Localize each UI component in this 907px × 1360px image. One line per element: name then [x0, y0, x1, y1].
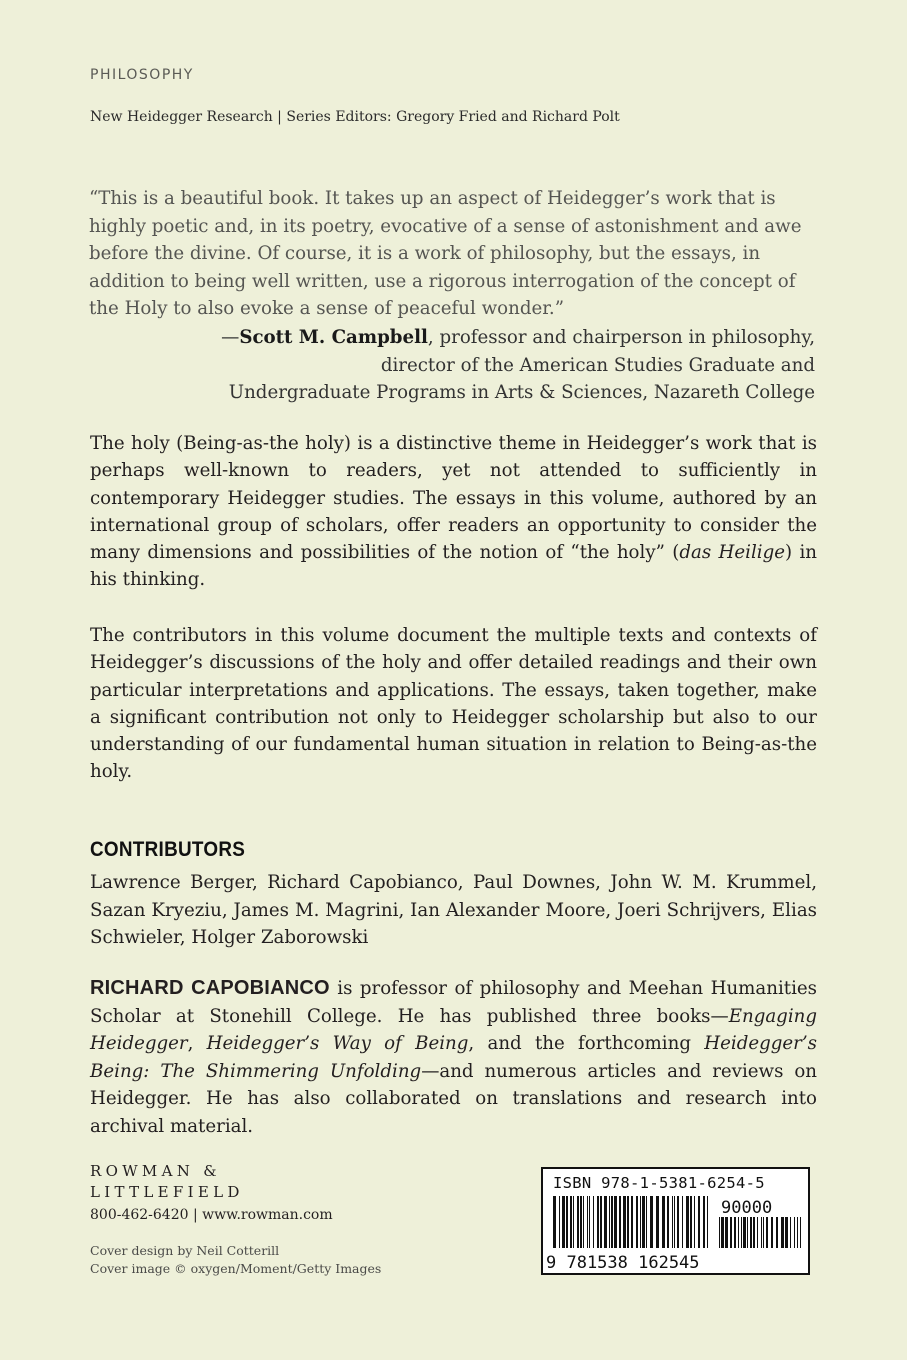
bio-text-3: , and the forthcoming: [468, 1033, 705, 1055]
attrib-dash: —: [221, 327, 240, 348]
barcode-bar: [562, 1196, 565, 1248]
bio-text-4: —and numerous articles and reviews on Heidegger. He has also collaborated on translations and research into archival material.: [90, 1060, 817, 1137]
category-label: PHILOSOPHY: [90, 67, 194, 83]
attrib-author: Scott M. Campbell: [239, 327, 428, 348]
bio-book-2: Heidegger’s Way of Being: [206, 1033, 469, 1055]
contributors-list: Lawrence Berger, Richard Capobianco, Paul Downes, John W. M. Krummel, Sazan Kryeziu, James M. Magrini, Ian Alexander Moore, Joeri Schrijvers, Elias Schwieler, Holger Zaborowski: [90, 872, 817, 949]
barcode-bar: [631, 1196, 633, 1248]
barcode-bar: [743, 1217, 746, 1248]
barcode-bar: [771, 1217, 773, 1248]
barcode-bar: [797, 1217, 798, 1248]
price-code: 90000: [721, 1198, 773, 1218]
barcode-bar: [593, 1196, 594, 1248]
contributors-heading: CONTRIBUTORS: [90, 838, 246, 861]
editor-bio: [90, 975, 817, 1141]
barcode-bar: [721, 1217, 724, 1248]
barcode-bar: [703, 1196, 705, 1248]
barcode-bar: [741, 1217, 742, 1248]
barcode-bar: [627, 1196, 629, 1248]
barcode-bar: [597, 1196, 599, 1248]
barcode-bar: [790, 1217, 791, 1248]
barcode-bar: [589, 1196, 590, 1248]
barcode-bar: [580, 1196, 582, 1248]
barcode-bar: [747, 1217, 748, 1248]
barcode-bar: [738, 1217, 739, 1248]
barcode-bar: [656, 1196, 659, 1248]
bio-book-3: Heidegger’s Being: The Shimmering Unfolding: [90, 1033, 817, 1082]
barcode-bar: [686, 1196, 689, 1248]
barcode-bar: [682, 1196, 683, 1248]
barcode-bar: [766, 1217, 768, 1248]
endorsement-quote: “This is a beautiful book. It takes up an aspect of Heidegger’s work that is highly poetic and, in its poetry, evocative of a sense of astonishment and awe before the divine. Of course, it is a work of philosophy, but the essays, in addition to being well written, use a rigorous interrogation of the concept of the Holy to also evoke a sense of peaceful wonder.”: [89, 188, 802, 320]
barcode-bar: [761, 1217, 762, 1248]
barcode-bar: [763, 1217, 764, 1248]
endorsement-attribution: [150, 324, 815, 407]
barcode-bar: [734, 1217, 736, 1248]
bio-book-1: Engaging Heidegger: [90, 1005, 817, 1055]
barcode-bar: [646, 1196, 647, 1248]
publisher-logo-line-2: LITTLEFIELD: [90, 1183, 244, 1201]
addon-bars: [719, 1217, 801, 1248]
desc-p1-text: The holy (Being-as-the holy) is a distinctive theme in Heidegger’s work that is perhaps well-known to readers, yet not attended to sufficiently in contemporary Heidegger studies. The essays in this volume, authored by an international group of scholars, offer readers an opportunity to consider the many dimensions and possibilities of the notion of “the holy” (: [90, 433, 817, 564]
barcode-bar: [566, 1196, 568, 1248]
barcode-bar: [672, 1196, 673, 1248]
barcode-bar: [609, 1196, 610, 1248]
cover-image-credit: Cover image © oxygen/Moment/Getty Images: [90, 1261, 382, 1276]
barcode-bar: [750, 1217, 752, 1248]
barcode-bar: [583, 1196, 584, 1248]
barcode-bar: [674, 1196, 675, 1248]
barcode-bar: [570, 1196, 572, 1248]
barcode-bar: [725, 1217, 728, 1248]
barcode-bar: [600, 1196, 602, 1248]
barcode-bar: [698, 1196, 700, 1248]
barcode-bar: [694, 1196, 695, 1248]
barcode-bar: [642, 1196, 645, 1248]
barcode-bar: [781, 1217, 784, 1248]
barcode-bar: [587, 1196, 588, 1248]
publisher-contact: 800-462-6420 | www.rowman.com: [90, 1207, 333, 1223]
barcode-bar: [573, 1196, 574, 1248]
barcode-bar: [677, 1196, 679, 1248]
attrib-role-1: , professor and chairperson in philosophy,: [427, 327, 815, 348]
desc-p1-end: ) in his thinking.: [90, 542, 817, 591]
bio-text-1: is professor of philosophy and Meehan Humanities Scholar at Stonehill College. He has published three books—: [90, 978, 817, 1027]
barcode-bar: [667, 1196, 669, 1248]
barcode-graphic: [543, 1169, 808, 1273]
barcode-bar: [719, 1217, 720, 1248]
barcode-bar: [757, 1217, 758, 1248]
barcode-bar: [611, 1196, 613, 1248]
bio-text-2: ,: [187, 1033, 207, 1055]
publisher-logo: [90, 1161, 244, 1203]
barcode-bar: [577, 1196, 579, 1248]
barcode-bar: [640, 1196, 641, 1248]
ean-bars: [553, 1196, 708, 1248]
barcode-bar: [707, 1196, 708, 1248]
attrib-role-2: director of the American Studies Graduate and: [380, 354, 815, 376]
barcode-bar: [753, 1217, 755, 1248]
ean-digits: 9 781538 162545: [546, 1253, 700, 1273]
barcode-bar: [794, 1217, 795, 1248]
isbn-barcode: [541, 1167, 810, 1275]
barcode-bar: [636, 1196, 638, 1248]
barcode-bar: [800, 1217, 801, 1248]
editor-name: RICHARD CAPOBIANCO: [90, 977, 330, 999]
series-line: New Heidegger Research | Series Editors: Gregory Fried and Richard Polt: [90, 109, 620, 125]
barcode-bar: [785, 1217, 788, 1248]
isbn-label: ISBN 978-1-5381-6254-5: [553, 1174, 765, 1192]
barcode-bar: [604, 1196, 607, 1248]
barcode-bar: [730, 1217, 732, 1248]
barcode-bar: [690, 1196, 692, 1248]
publisher-logo-line-1: ROWMAN &: [90, 1162, 221, 1180]
barcode-bar: [623, 1196, 626, 1248]
barcode-bar: [776, 1217, 778, 1248]
barcode-bar: [614, 1196, 617, 1248]
cover-design-credit: Cover design by Neil Cotterill: [90, 1243, 280, 1258]
barcode-bar: [650, 1196, 653, 1248]
description-paragraph-1: [90, 430, 817, 594]
barcode-bar: [662, 1196, 665, 1248]
attrib-role-3: Undergraduate Programs in Arts & Sciences, Nazareth College: [228, 382, 815, 404]
barcode-bar: [553, 1196, 556, 1248]
barcode-bar: [619, 1196, 621, 1248]
desc-p1-italic: das Heilige: [679, 542, 785, 564]
description-paragraph-2: The contributors in this volume document the multiple texts and contexts of Heidegger’s discussions of the holy and offer detailed readings and their own particular interpretations and applications. The essays, taken together, make a significant contribution not only to Heidegger scholarship but also to our understanding of our fundamental human situation in relation to Being-as-the holy.: [90, 625, 817, 783]
barcode-bar: [559, 1196, 560, 1248]
